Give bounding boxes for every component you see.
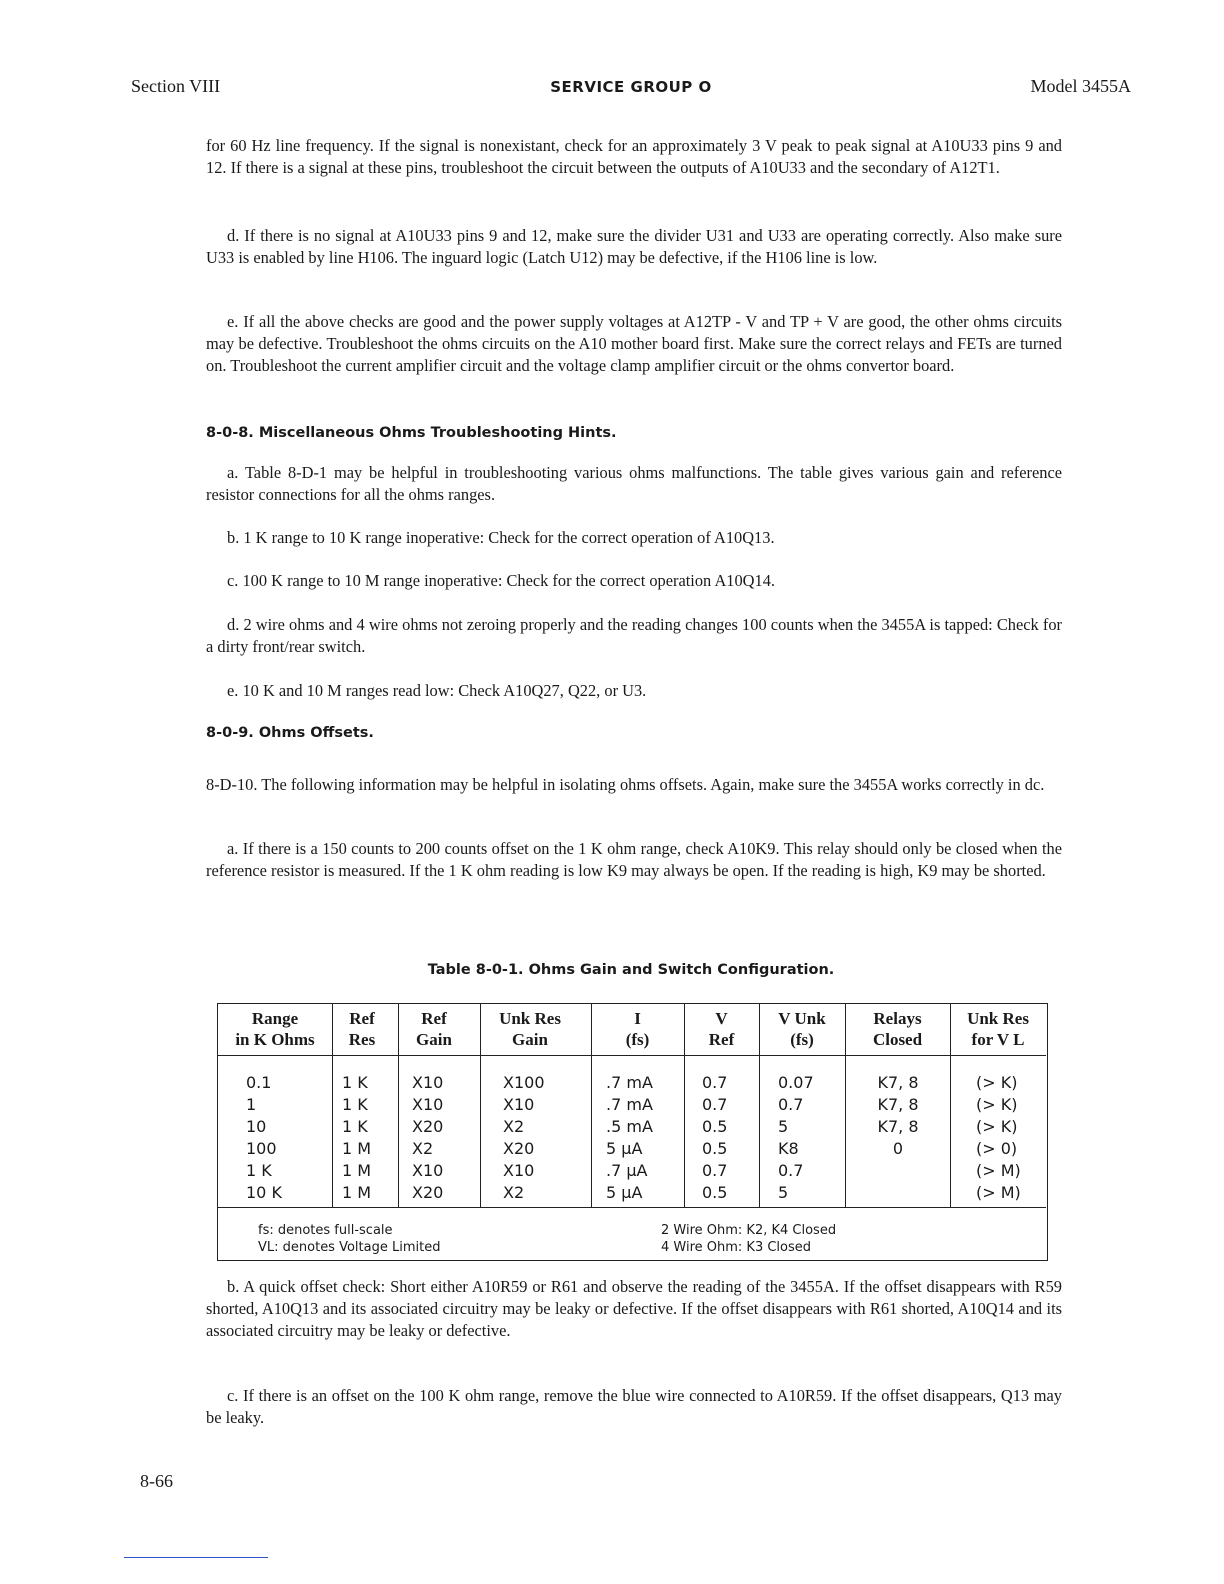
table-cell: K7, 8 bbox=[877, 1073, 919, 1092]
paragraph: e. If all the above checks are good and the power supply voltages at A12TP - V and TP + V are good, the other ohms circuits may be defective. Troubleshoot the ohms circuits on the A10 mother board first. Make sure the correct relays and FETs are turned on. Troubleshoot the current amplifier circuit and the voltage clamp amplifier circuit or the ohms convertor board. bbox=[206, 312, 1062, 375]
table-cell: (> 0) bbox=[976, 1139, 1018, 1158]
table-cell: X2 bbox=[503, 1117, 525, 1136]
table-cell: X10 bbox=[412, 1095, 444, 1114]
table-cell: K7, 8 bbox=[877, 1095, 919, 1114]
ohms-table bbox=[217, 1003, 1048, 1261]
table-cell: (> K) bbox=[976, 1095, 1018, 1114]
paragraph: a. Table 8-D-1 may be helpful in troubleshooting various ohms malfunctions. The table gives various gain and reference resistor connections for all the ohms ranges. bbox=[206, 463, 1062, 504]
table-cell: 5 bbox=[778, 1183, 789, 1202]
table-header-ref-res: Ref Res bbox=[348, 1009, 376, 1049]
table-header-v-ref: V Ref bbox=[708, 1009, 735, 1049]
paragraph: 8-D-10. The following information may be helpful in isolating ohms offsets. Again, make sure the 3455A works correctly in dc. bbox=[206, 775, 1045, 794]
table-notes-right: 2 Wire Ohm: K2, K4 Closed 4 Wire Ohm: K3 Closed bbox=[661, 1223, 837, 1255]
table-cell: X2 bbox=[412, 1139, 434, 1158]
table-cell: 1 M bbox=[342, 1183, 372, 1202]
table-cell: 0.07 bbox=[778, 1073, 814, 1092]
section-heading: 8-0-8. Miscellaneous Ohms Troubleshooting Hints. bbox=[206, 425, 617, 441]
table-cell: X2 bbox=[503, 1183, 525, 1202]
table-header-unk-res-gain: Unk Res Gain bbox=[499, 1009, 561, 1049]
table-cell: 0.7 bbox=[778, 1095, 804, 1114]
table-cell: 1 K bbox=[246, 1161, 272, 1180]
table-cell: (> M) bbox=[976, 1161, 1021, 1180]
table-cell: 5 µA bbox=[606, 1139, 643, 1158]
table-rule bbox=[218, 1055, 1046, 1056]
table-cell: K7, 8 bbox=[877, 1117, 919, 1136]
header-model: Model 3455A bbox=[1030, 76, 1131, 96]
table-cell: 0 bbox=[892, 1139, 904, 1158]
table-cell: 100 bbox=[246, 1139, 277, 1158]
table-cell: X10 bbox=[412, 1073, 444, 1092]
paragraph: b. A quick offset check: Short either A10R59 or R61 and observe the reading of the 3455A. If the offset disappears with R59 shorted, A10Q13 and its associated circuitry may be leaky or defective. If the offset disappears with R61 shorted, A10Q14 and its associated circuitry may be leaky or defective. bbox=[206, 1277, 1062, 1340]
table-cell: 0.5 bbox=[702, 1183, 728, 1202]
table-cell: X10 bbox=[503, 1095, 535, 1114]
table-notes-left: fs: denotes full-scale VL: denotes Voltage Limited bbox=[258, 1223, 441, 1255]
table-cell: 5 µA bbox=[606, 1183, 643, 1202]
table-cell: 0.5 bbox=[702, 1139, 728, 1158]
table-column-v-ref bbox=[702, 1072, 727, 1204]
table-cell: 1 K bbox=[342, 1073, 368, 1092]
table-cell: (> M) bbox=[976, 1183, 1021, 1202]
table-cell: (> K) bbox=[976, 1117, 1018, 1136]
paragraph: for 60 Hz line frequency. If the signal is nonexistant, check for an approximately 3 V peak to peak signal at A10U33 pins 9 and 12. If there is a signal at these pins, troubleshoot the circuit between the outputs of A10U33 and the secondary of A12T1. bbox=[206, 136, 1062, 177]
table-cell: 5 bbox=[778, 1117, 789, 1136]
table-cell: 1 K bbox=[342, 1095, 368, 1114]
table-cell: .7 µA bbox=[606, 1161, 648, 1180]
table-column-ref-res bbox=[342, 1072, 371, 1204]
table-cell: 1 bbox=[246, 1095, 257, 1114]
table-cell: 0.7 bbox=[778, 1161, 804, 1180]
footer-rule bbox=[124, 1557, 268, 1558]
table-cell: 0.1 bbox=[246, 1073, 272, 1092]
table-cell: .7 mA bbox=[606, 1073, 653, 1092]
page-number: 8-66 bbox=[140, 1471, 173, 1491]
paragraph: b. 1 K range to 10 K range inoperative: Check for the correct operation of A10Q13. bbox=[227, 528, 775, 547]
table-caption: Table 8-0-1. Ohms Gain and Switch Configuration. bbox=[427, 962, 835, 978]
table-cell: X100 bbox=[503, 1073, 545, 1092]
table-column-v-unk bbox=[778, 1072, 814, 1204]
table-column-current bbox=[606, 1072, 653, 1204]
table-cell: 10 K bbox=[246, 1183, 282, 1202]
paragraph: a. If there is a 150 counts to 200 counts offset on the 1 K ohm range, check A10K9. This relay should only be closed when the reference resistor is measured. If the 1 K ohm reading is low K9 may always be open. If the reading is high, K9 may be shorted. bbox=[206, 839, 1062, 880]
table-cell: X20 bbox=[412, 1183, 444, 1202]
table-cell: 0.7 bbox=[702, 1095, 728, 1114]
table-header-unk-res-vl: Unk Res for V L bbox=[967, 1009, 1029, 1049]
header-section: Section VIII bbox=[131, 76, 221, 96]
table-cell: 1 M bbox=[342, 1161, 372, 1180]
table-column-unk-res-gain bbox=[503, 1072, 545, 1204]
table-column-ref-gain bbox=[412, 1072, 443, 1204]
table-rule bbox=[218, 1207, 1046, 1208]
table-cell: 10 bbox=[246, 1117, 267, 1136]
table-header-range: Range in K Ohms bbox=[235, 1009, 315, 1049]
header-title: SERVICE GROUP O bbox=[550, 78, 712, 96]
paragraph: e. 10 K and 10 M ranges read low: Check A10Q27, Q22, or U3. bbox=[227, 681, 647, 700]
table-header-relays: Relays Closed bbox=[872, 1009, 923, 1049]
table-cell: (> K) bbox=[976, 1073, 1018, 1092]
paragraph: d. If there is no signal at A10U33 pins 9 and 12, make sure the divider U31 and U33 are operating correctly. Also make sure U33 is enabled by line H106. The inguard logic (Latch U12) may be defective, if the H106 line is low. bbox=[206, 226, 1062, 267]
table-cell: X10 bbox=[503, 1161, 535, 1180]
table-cell: 0.7 bbox=[702, 1161, 728, 1180]
table-cell: 0.7 bbox=[702, 1073, 728, 1092]
section-heading: 8-0-9. Ohms Offsets. bbox=[206, 725, 374, 741]
table-cell: X20 bbox=[412, 1117, 444, 1136]
table-cell: .7 mA bbox=[606, 1095, 653, 1114]
table-cell: 0.5 bbox=[702, 1117, 728, 1136]
table-column-unk-res-vl bbox=[976, 1072, 1021, 1204]
table-cell: K8 bbox=[778, 1139, 799, 1158]
table-cell: X20 bbox=[503, 1139, 535, 1158]
paragraph: d. 2 wire ohms and 4 wire ohms not zeroing properly and the reading changes 100 counts when the 3455A is tapped: Check for a dirty front/rear switch. bbox=[206, 615, 1062, 656]
table-column-range bbox=[246, 1072, 282, 1204]
paragraph: c. 100 K range to 10 M range inoperative: Check for the correct operation A10Q14. bbox=[227, 571, 775, 590]
table-column-relays bbox=[850, 1072, 946, 1160]
table-header-ref-gain: Ref Gain bbox=[416, 1009, 452, 1049]
table-cell: 1 M bbox=[342, 1139, 372, 1158]
table-cell: 1 K bbox=[342, 1117, 368, 1136]
table-cell: X10 bbox=[412, 1161, 444, 1180]
table-header-v-unk: V Unk (fs) bbox=[778, 1009, 826, 1049]
table-header-current: I (fs) bbox=[625, 1009, 650, 1049]
table-cell: .5 mA bbox=[606, 1117, 653, 1136]
paragraph: c. If there is an offset on the 100 K ohm range, remove the blue wire connected to A10R59. If the offset disappears, Q13 may be leaky. bbox=[206, 1386, 1062, 1427]
